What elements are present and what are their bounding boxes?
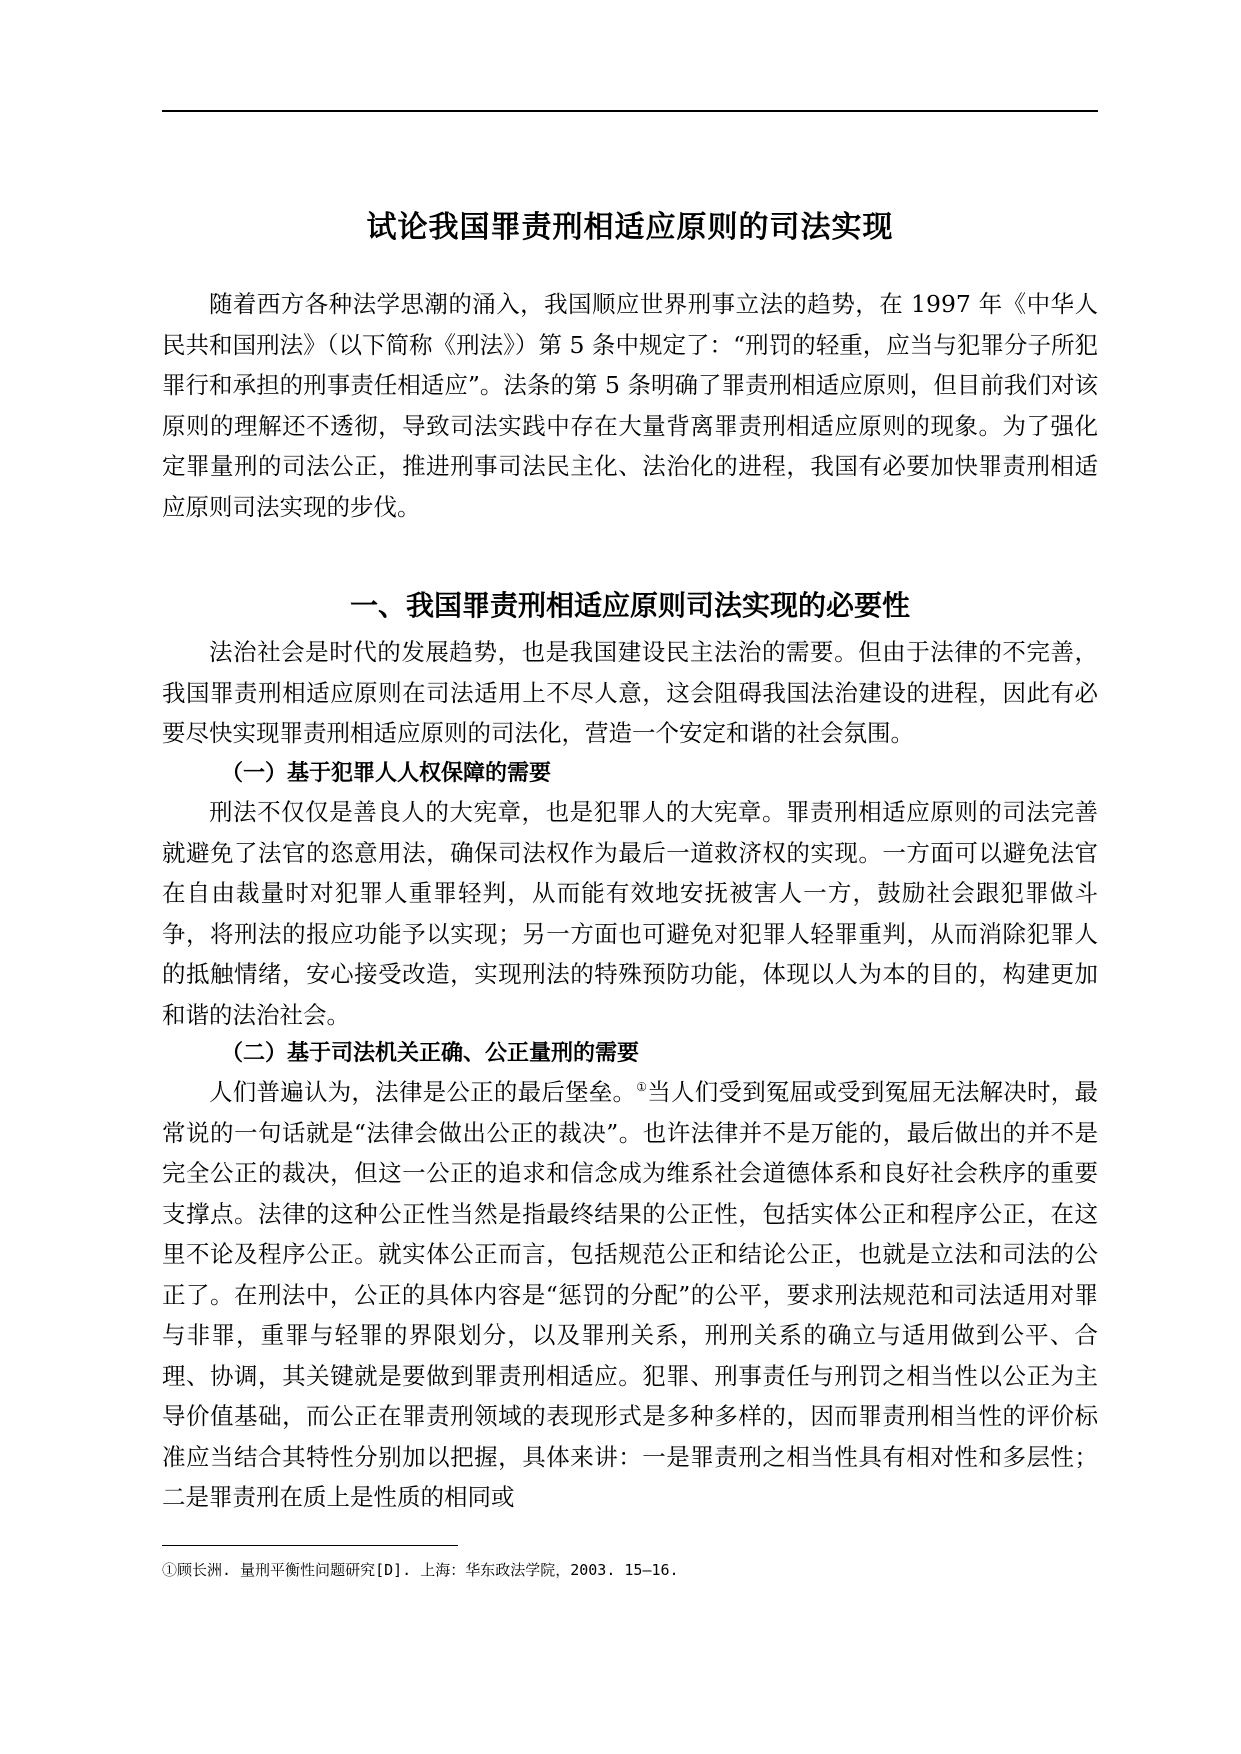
subsection-heading-2: （二）基于司法机关正确、公正量刑的需要 bbox=[221, 1041, 640, 1066]
subsection-heading-1: （一）基于犯罪人人权保障的需要 bbox=[221, 761, 552, 786]
footnote-rule bbox=[162, 1545, 458, 1546]
footnote-reference: ① bbox=[636, 1080, 648, 1095]
paragraph-text-after-note: 当人们受到冤屈或受到冤屈无法解决时，最常说的一句话就是“法律会做出公正的裁决”。也许法律并不是万能的，最后做出的并不是完全公正的裁决，但这一公正的追求和信念成为维系社会道德体系和良好社会秩序的重要支撑点。法律的这种公正性当然是指最终结果的公正性，包括实体公正和程序公正，在这里不论及程序公正。就实体公正而言，包括规范公正和结论公正，也就是立法和司法的公正了。在刑法中，公正的具体内容是“惩罚的分配”的公平，要求刑法规范和司法适用对罪与非罪，重罪与轻罪的界限划分，以及罪刑关系，刑刑关系的确立与适用做到公平、合理、协调，其关键就是要做到罪责刑相适应。犯罪、刑事责任与刑罚之相当性以公正为主导价值基础，而公正在罪责刑领域的表现形式是多种多样的，因而罪责刑相当性的评价标准应当结合其特性分别加以把握，具体来讲：一是罪责刑之相当性具有相对性和多层性；二是罪责刑在质上是性质的相同或 bbox=[162, 1078, 1098, 1511]
footnote: ①顾长洲. 量刑平衡性问题研究[D]. 上海：华东政法学院，2003. 15—16. bbox=[162, 1561, 679, 1579]
paragraph-text-before-note: 人们普遍认为，法律是公正的最后堡垒。 bbox=[209, 1078, 637, 1106]
header-rule bbox=[162, 110, 1098, 112]
subsection-paragraph-2 bbox=[162, 1072, 1098, 1518]
section-paragraph: 法治社会是时代的发展趋势，也是我国建设民主法治的需要。但由于法律的不完善，我国罪责刑相适应原则在司法适用上不尽人意，这会阻碍我国法治建设的进程，因此有必要尽快实现罪责刑相适应原则的司法化，营造一个安定和谐的社会氛围。 bbox=[162, 638, 1098, 747]
section-heading: 一、我国罪责刑相适应原则司法实现的必要性 bbox=[349, 589, 910, 622]
intro-paragraph: 随着西方各种法学思潮的涌入，我国顺应世界刑事立法的趋势，在 1997 年《中华人民共和国刑法》（以下简称《刑法》）第 5 条中规定了：“刑罚的轻重，应当与犯罪分子所犯罪行和承担的刑事责任相适应”。法条的第 5 条明确了罪责刑相适应原则，但目前我们对该原则的理解还不透彻，导致司法实践中存在大量背离罪责刑相适应原则的现象。为了强化定罪量刑的司法公正，推进刑事司法民主化、法治化的进程，我国有必要加快罪责刑相适应原则司法实现的步伐。 bbox=[162, 290, 1098, 521]
subsection-paragraph-1: 刑法不仅仅是善良人的大宪章，也是犯罪人的大宪章。罪责刑相适应原则的司法完善就避免了法官的恣意用法，确保司法权作为最后一道救济权的实现。一方面可以避免法官在自由裁量时对犯罪人重罪轻判，从而能有效地安抚被害人一方，鼓励社会跟犯罪做斗争，将刑法的报应功能予以实现；另一方面也可避免对犯罪人轻罪重判，从而消除犯罪人的抵触情绪，安心接受改造，实现刑法的特殊预防功能，体现以人为本的目的，构建更加和谐的法治社会。 bbox=[162, 798, 1098, 1029]
document-title: 试论我国罪责刑相适应原则的司法实现 bbox=[366, 210, 894, 245]
